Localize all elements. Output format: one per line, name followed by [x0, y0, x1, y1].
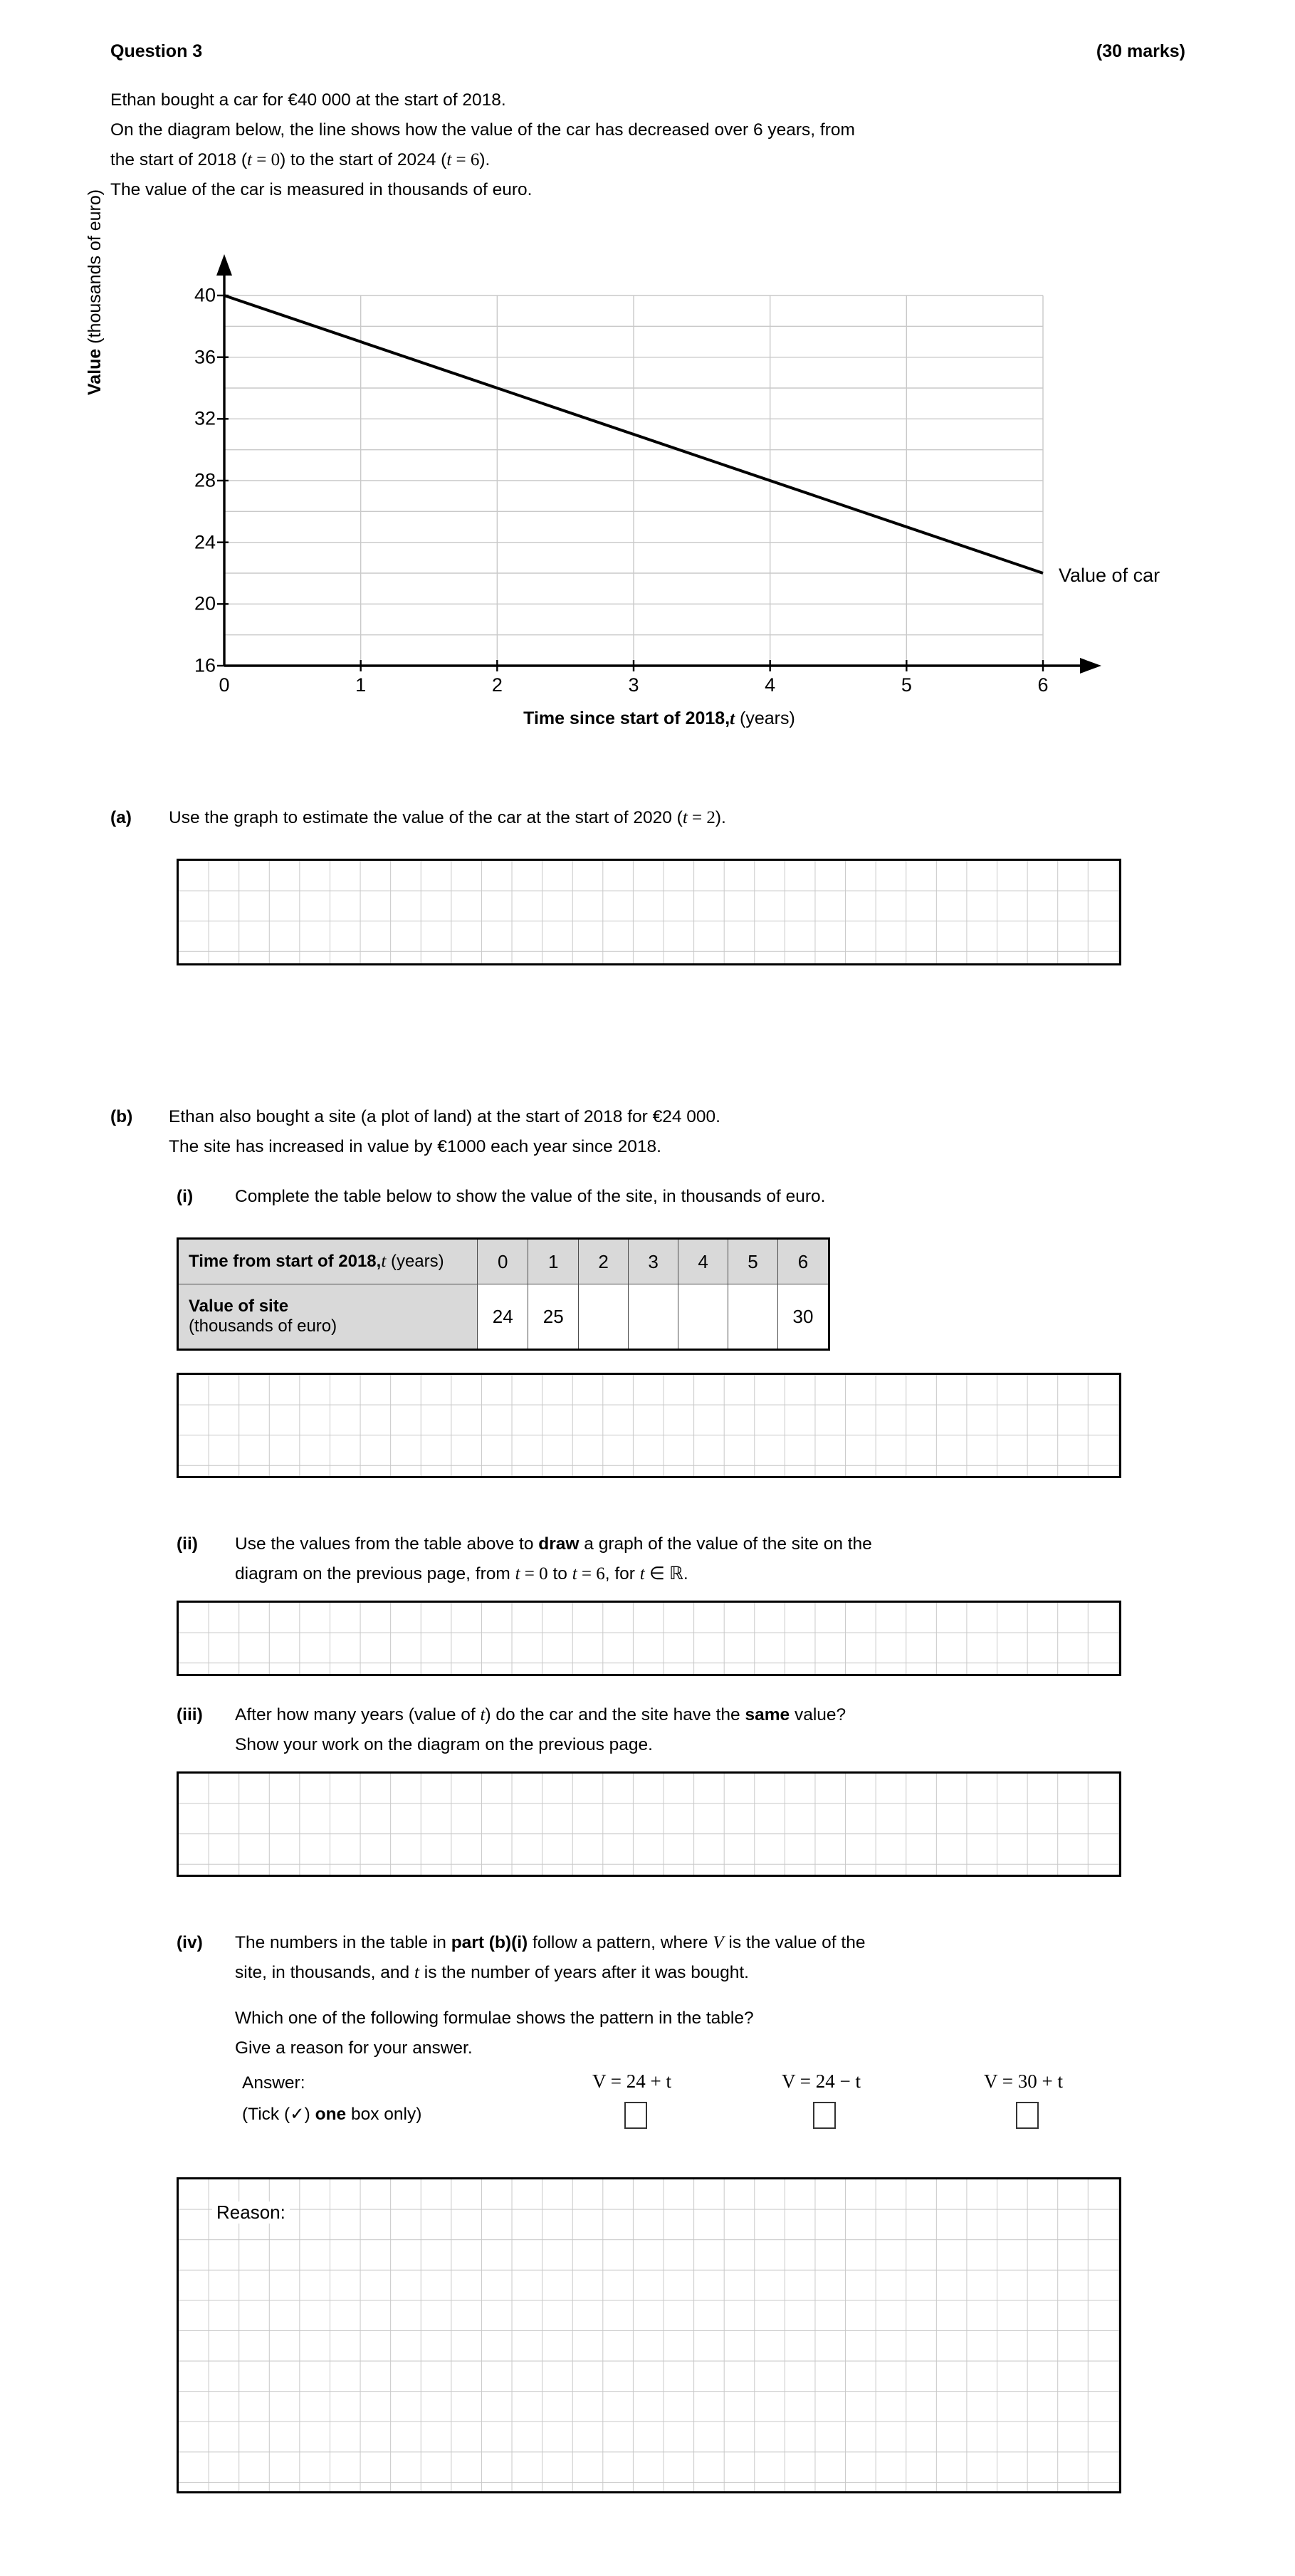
intro-line-3-c: ).	[479, 150, 491, 169]
formula-option-1: V = 24 + t	[592, 2070, 671, 2092]
intro-line-2-text: On the diagram below, the line shows how the value of the car has decreased over 6 years, from	[110, 120, 855, 140]
x-axis-label-unit: (years)	[735, 708, 795, 728]
answer-box-part-b-iii[interactable]	[177, 1771, 1121, 1877]
x-tick-2: 2	[491, 674, 503, 696]
answer-box-part-b-ii[interactable]	[177, 1601, 1121, 1676]
tick-box-option-2[interactable]	[813, 2102, 836, 2129]
table-cell-value-2[interactable]	[579, 1284, 629, 1350]
x-tick-5: 5	[901, 674, 912, 696]
part-b-ii-line-1-a: Use the values from the table above to	[235, 1534, 539, 1554]
part-b-iv-var-V: V	[713, 1933, 724, 1952]
part-b-line-2	[169, 1132, 1107, 1162]
x-tick-4: 4	[765, 674, 776, 696]
part-b-ii-end: .	[683, 1564, 688, 1583]
part-b-ii-line-2	[235, 1559, 1131, 1589]
part-b-iii-t: t	[480, 1705, 486, 1724]
part-a	[110, 803, 1107, 833]
part-b-iv-spacer	[235, 1988, 1131, 2004]
part-b-iii-line-1-a: After how many years (value of	[235, 1705, 481, 1724]
intro-line-3-b: ) to the start of 2024 (	[280, 150, 447, 169]
formula-option-3: V = 30 + t	[984, 2070, 1063, 2092]
part-b-i-marker: (i)	[177, 1187, 194, 1206]
part-b-i-text	[235, 1182, 1123, 1212]
part-b-iv-var-t: t	[414, 1963, 419, 1982]
intro-line-1	[110, 85, 1128, 115]
intro-eq2: = 6	[451, 150, 480, 169]
formula-option-2: V = 24 − t	[782, 2070, 861, 2092]
chart-y-axis-label	[85, 96, 105, 395]
part-a-marker: (a)	[110, 808, 132, 827]
table-header-t-3: 3	[629, 1239, 678, 1284]
table-row-label-line1: Value of site	[189, 1297, 289, 1316]
part-b-iii-line-1-b: ) do the car and the site have the	[485, 1705, 745, 1724]
part-b-ii-line-1	[235, 1529, 1131, 1559]
part-a-tail: ).	[715, 808, 726, 827]
y-tick-36: 36	[194, 346, 216, 368]
intro-line-2	[110, 115, 1128, 145]
part-b-line-1	[169, 1102, 1107, 1132]
part-b-iii-line-2	[235, 1730, 1131, 1760]
part-b-iv-line-2	[235, 1958, 1131, 1988]
table-cell-value-0[interactable]: 24	[478, 1284, 528, 1350]
series-annotation-value-of-car: Value of car	[1059, 565, 1160, 586]
table-header-t-1: 1	[528, 1239, 579, 1284]
table-cell-value-3[interactable]	[629, 1284, 678, 1350]
part-b-iii	[177, 1700, 1131, 1760]
question-header	[110, 41, 1185, 62]
table-header-label-unit: (years)	[386, 1252, 444, 1271]
part-a-text-a: Use the graph to estimate the value of the car at the start of 2020 (	[169, 808, 683, 827]
y-tick-24: 24	[194, 531, 216, 553]
part-b-iii-line-1-bold: same	[745, 1705, 790, 1724]
part-a-var: t	[682, 808, 688, 827]
intro-line-4	[110, 175, 1128, 205]
chart-x-axis-arrow	[1080, 658, 1101, 674]
part-b-iv	[177, 1928, 1131, 2063]
part-b-iii-line-1	[235, 1700, 1131, 1730]
table-row-label	[178, 1284, 478, 1350]
table-row-values	[178, 1284, 829, 1350]
intro-var-t1: t	[247, 150, 252, 169]
table-header-label	[178, 1239, 478, 1284]
table-header-t-6: 6	[778, 1239, 829, 1284]
table-header-t-2: 2	[579, 1239, 629, 1284]
reason-label: Reason:	[212, 2201, 290, 2224]
chart-x-axis-label	[224, 708, 1094, 729]
part-a-text	[169, 803, 1107, 833]
table-header-t-0: 0	[478, 1239, 528, 1284]
table-cell-value-4[interactable]	[678, 1284, 728, 1350]
intro-var-t2: t	[446, 150, 452, 169]
table-cell-value-5[interactable]	[728, 1284, 778, 1350]
part-b-ii-t2: t	[572, 1564, 577, 1583]
x-axis-label-comma: ,	[725, 708, 730, 728]
part-b-ii	[177, 1529, 1131, 1589]
chart-svg	[224, 295, 1094, 666]
part-b-ii-mid: to	[547, 1564, 572, 1583]
table-row-label-line2: (thousands of euro)	[189, 1316, 337, 1336]
question-intro	[110, 85, 1128, 205]
y-tick-28: 28	[194, 469, 216, 491]
answer-label: Answer:	[242, 2073, 305, 2093]
y-tick-32: 32	[194, 407, 216, 429]
table-cell-value-1[interactable]: 25	[528, 1284, 579, 1350]
y-tick-20: 20	[194, 592, 216, 614]
part-b-ii-line-1-b: a graph of the value of the site on the	[579, 1534, 872, 1554]
table-header-label-bold: Time from start of 2018	[189, 1252, 377, 1271]
part-b-line-1-text: Ethan also bought a site (a plot of land) at the start of 2018 for €24 000.	[169, 1107, 720, 1126]
part-b-ii-t1: t	[515, 1564, 520, 1583]
part-b-iv-line-2-b: is the number of years after it was bought.	[419, 1963, 749, 1982]
page-title: Question 3	[110, 41, 203, 61]
x-tick-1: 1	[355, 674, 367, 696]
table-header-t-5: 5	[728, 1239, 778, 1284]
part-b-i-text-span: Complete the table below to show the value of the site, in thousands of euro.	[235, 1187, 826, 1206]
table-cell-value-6[interactable]: 30	[778, 1284, 829, 1350]
part-b-iv-line-1-a: The numbers in the table in	[235, 1933, 451, 1952]
tick-instruction-bold: one	[315, 2105, 347, 2124]
answer-box-part-a[interactable]	[177, 859, 1121, 965]
part-b-iii-marker: (iii)	[177, 1705, 203, 1724]
x-axis-label-bold: Time since start of 2018	[523, 708, 725, 728]
intro-line-3	[110, 145, 1128, 175]
part-b-ii-line-2-a: diagram on the previous page, from	[235, 1564, 515, 1583]
part-b-iv-line-3	[235, 2004, 1131, 2033]
part-b-iv-line-4	[235, 2033, 1131, 2063]
part-b-iv-line-1-bold: part (b)(i)	[451, 1933, 528, 1952]
intro-line-1-text: Ethan bought a car for €40 000 at the start of 2018.	[110, 90, 506, 110]
part-b-ii-line-1-bold: draw	[538, 1534, 580, 1554]
chart-y-axis-arrow	[216, 254, 232, 276]
part-b-iv-line-3-text: Which one of the following formulae shows the pattern in the table?	[235, 2009, 754, 2028]
part-b	[110, 1102, 1107, 1162]
part-b-ii-eq1: = 0	[520, 1564, 548, 1583]
x-tick-6: 6	[1037, 674, 1049, 696]
table-header-t-4: 4	[678, 1239, 728, 1284]
tick-instruction-label	[242, 2103, 421, 2125]
part-b-iv-line-1-b: follow a pattern, where	[528, 1933, 713, 1952]
x-tick-0: 0	[219, 674, 230, 696]
part-b-ii-t3: t	[639, 1564, 645, 1583]
answer-box-reason[interactable]	[177, 2177, 1121, 2493]
part-b-iv-line-4-text: Give a reason for your answer.	[235, 2038, 473, 2058]
part-b-iii-line-2-text: Show your work on the diagram on the previous page.	[235, 1735, 653, 1754]
x-axis-label-var: t	[730, 709, 735, 728]
chart-plot-area	[194, 284, 1160, 696]
site-value-table[interactable]	[177, 1237, 830, 1351]
tick-box-option-1[interactable]	[624, 2102, 647, 2129]
chart-y-ticks	[217, 295, 229, 666]
part-b-ii-marker: (ii)	[177, 1534, 198, 1554]
part-b-marker: (b)	[110, 1107, 133, 1126]
tick-instruction-a: (Tick (✓)	[242, 2105, 315, 2124]
part-b-iii-line-1-c: value?	[790, 1705, 846, 1724]
table-header-label-var: t	[381, 1252, 387, 1271]
marks-label: (30 marks)	[1096, 41, 1185, 61]
part-b-ii-eq2: = 6	[577, 1564, 605, 1583]
table-header-label-comma: ,	[376, 1252, 382, 1271]
part-b-iv-line-1	[235, 1928, 1131, 1958]
y-tick-40: 40	[194, 284, 216, 306]
tick-instruction-b: box only)	[346, 2105, 422, 2124]
table-row-header	[178, 1239, 829, 1284]
intro-eq1: = 0	[251, 150, 281, 169]
y-axis-label-bold: Value	[85, 348, 105, 395]
part-b-line-2-text: The site has increased in value by €1000 each year since 2018.	[169, 1137, 661, 1156]
answer-box-part-b-i[interactable]	[177, 1373, 1121, 1478]
part-b-iv-line-2-a: site, in thousands, and	[235, 1963, 414, 1982]
tick-box-option-3[interactable]	[1016, 2102, 1039, 2129]
part-a-eq: = 2	[687, 808, 715, 827]
part-b-iv-marker: (iv)	[177, 1933, 203, 1952]
part-b-ii-line-2-b: , for	[604, 1564, 640, 1583]
part-b-iv-line-1-c: is the value of the	[723, 1933, 866, 1952]
intro-line-3-a: the start of 2018 (	[110, 150, 248, 169]
intro-line-4-text: The value of the car is measured in thousands of euro.	[110, 180, 533, 199]
part-b-ii-in-r: ∈ ℝ	[644, 1564, 683, 1583]
x-tick-3: 3	[628, 674, 639, 696]
y-axis-label-rest: (thousands of euro)	[85, 189, 105, 349]
part-b-i	[177, 1182, 1123, 1212]
y-tick-16: 16	[194, 654, 216, 676]
